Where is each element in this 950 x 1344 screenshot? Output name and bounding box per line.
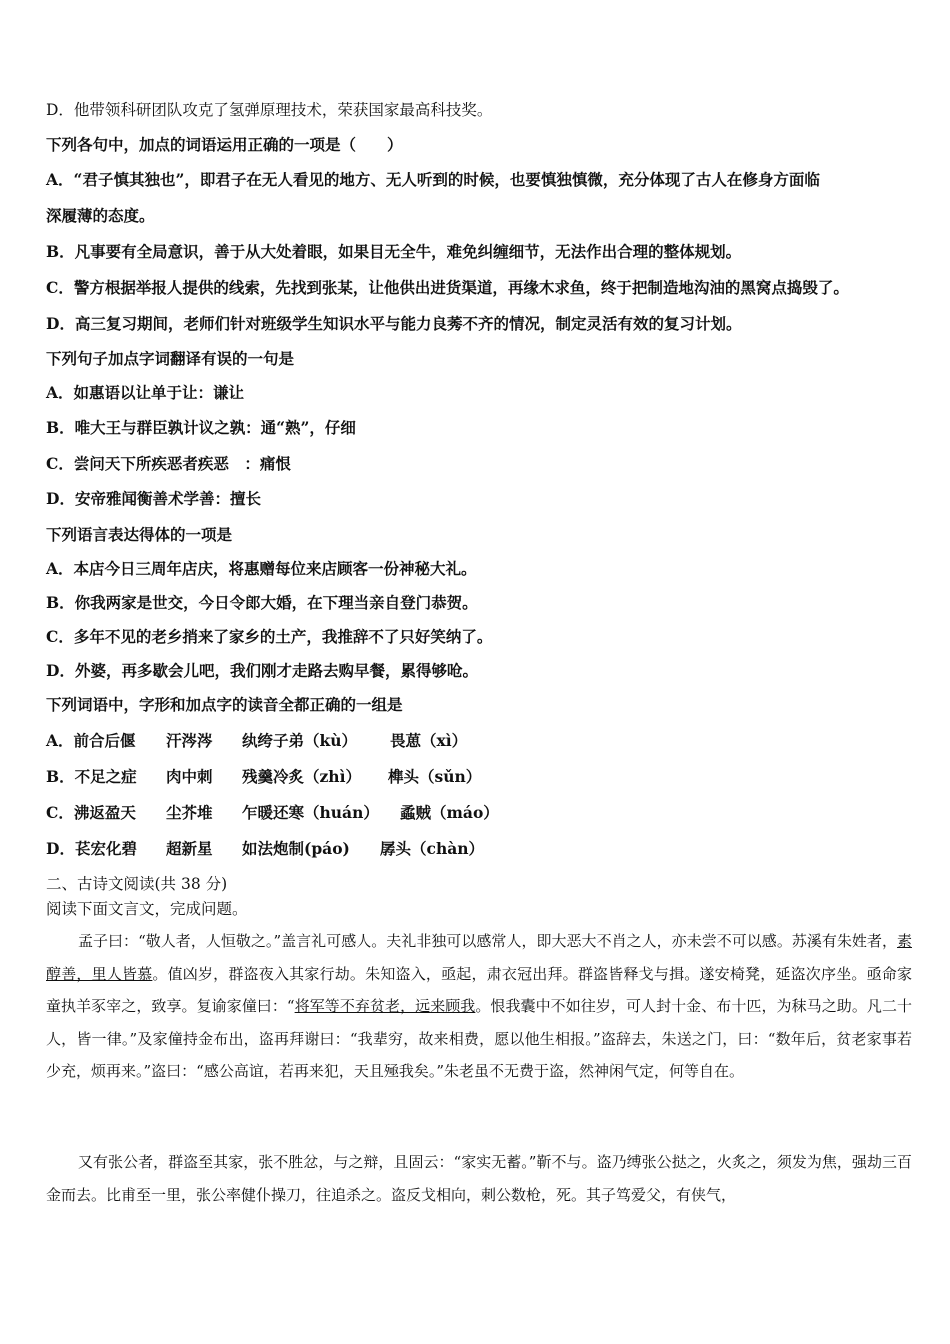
- q4-b-word3: 残羹冷炙（zhì）: [242, 767, 361, 786]
- q3-option-d: D．外婆，再多歇会儿吧，我们刚才走路去购早餐，累得够呛。: [46, 661, 478, 680]
- section-heading: 二、古诗文阅读(共 38 分): [46, 875, 228, 893]
- q4-a-word1: A．前合后偃: [46, 731, 136, 750]
- passage-underline-2: 将军等不弃贫老，远来顾我: [294, 997, 476, 1015]
- prev-option-d: D．他带领科研团队攻克了氢弹原理技术，荣获国家最高科技奖。: [46, 101, 493, 119]
- q3-stem: 下列语言表达得体的一项是: [46, 525, 233, 544]
- q3-option-c: C．多年不见的老乡捎来了家乡的土产，我推辞不了只好笑纳了。: [46, 627, 493, 646]
- q4-b-word2: 肉中刺: [166, 767, 213, 786]
- q1-option-a-line2: 深履薄的态度。: [46, 206, 155, 225]
- q4-a-word2: 汗涔涔: [166, 731, 213, 750]
- q4-d-word1: D．苌宏化碧: [46, 839, 137, 858]
- q4-d-word4: 孱头（chàn）: [380, 839, 485, 858]
- q4-c-word2: 尘芥堆: [166, 803, 213, 822]
- q4-c-word4: 蟊贼（máo）: [400, 803, 499, 822]
- q4-c-word3: 乍暖还寒（huán）: [242, 803, 379, 822]
- q3-option-a: A．本店今日三周年店庆，将惠赠每位来店顾客一份神秘大礼。: [46, 559, 477, 578]
- q4-c-word1: C．沸返盈天: [46, 803, 136, 822]
- q1-option-c: C．警方根据举报人提供的线索，先找到张某，让他供出进货渠道，再缘木求鱼，终于把制造地沟油的黑窝点捣毁了。: [46, 278, 849, 297]
- passage-p1-part-a: 孟子曰：“敬人者，人恒敬之。”盖言礼可感人。夫礼非独可以感常人，即大恶大不肖之人，亦未尝不可以感。苏溪有朱姓者，: [78, 932, 897, 950]
- q2-option-d: D．安帝雅闻衡善术学善：擅长: [46, 489, 261, 508]
- passage-underline-1: 素醇善，里人皆慕: [46, 932, 912, 983]
- q2-option-a: A．如惠语以让单于让：谦让: [46, 383, 245, 402]
- passage-p1-part-c: 。恨我囊中不如往岁，可人封十金、布十匹，为秣马之助。凡二十人，皆一律。”及家僮持金布出，盗再拜谢曰：“我辈穷，故来相费，愿以他生相报。”盗辞去，朱送之门，曰：“数年后，贫老家事若少充，烦再来。”盗曰：“感公高谊，若再来犯，天且殛我矣。”朱老虽不无费于盗，然神闲气定，何等自在。: [46, 997, 912, 1080]
- q1-option-d: D．高三复习期间，老师们针对班级学生知识水平与能力良莠不齐的情况，制定灵活有效的复习计划。: [46, 314, 742, 333]
- q1-option-a-line1: A．“君子慎其独也”，即君子在无人看见的地方、无人听到的时候，也要慎独慎微，充分体现了古人在修身方面临: [46, 170, 820, 189]
- q2-option-b: B．唯大王与群臣孰计议之孰：通“熟”，仔细: [46, 418, 356, 437]
- section-instruction: 阅读下面文言文，完成问题。: [46, 900, 248, 918]
- q2-stem: 下列句子加点字词翻译有误的一句是: [46, 349, 295, 368]
- passage-paragraph-2: 又有张公者，群盗至其家，张不胜忿，与之辩，且固云：“家实无蓄。”靳不与。盗乃缚张公挞之，火炙之，须发为焦，强劫三百金而去。比甫至一里，张公率健仆操刀，往追杀之。盗反戈相向，刺公数枪，死。其子笃爱父，有侠气，: [46, 1153, 912, 1204]
- passage-p1-part-b: 。值凶岁，群盗夜入其家行劫。朱知盗入，亟起，肃衣冠出拜。群盗皆释戈与揖。遂安椅凳，延盗次序坐。亟命家童执羊豕宰之，致享。复谕家僮曰：“: [46, 964, 912, 1015]
- q1-option-b: B．凡事要有全局意识，善于从大处着眼，如果目无全牛，难免纠缠细节，无法作出合理的整体规划。: [46, 242, 742, 261]
- q4-b-word4: 榫头（sǔn）: [388, 767, 482, 786]
- q1-stem: 下列各句中，加点的词语运用正确的一项是（ ）: [46, 135, 403, 154]
- q4-d-word2: 超新星: [166, 839, 213, 858]
- q4-a-word3: 纨绔子弟（kù）: [242, 731, 358, 750]
- q3-option-b: B．你我两家是世交，今日令郎大婚，在下理当亲自登门恭贺。: [46, 593, 478, 612]
- q4-a-word4: 畏葸（xì）: [390, 731, 468, 750]
- passage-paragraph-1: [46, 925, 912, 1088]
- q4-stem: 下列词语中，字形和加点字的读音全都正确的一组是: [46, 695, 403, 714]
- q4-b-word1: B．不足之症: [46, 767, 137, 786]
- q4-d-word3: 如法炮制(páo): [242, 839, 350, 858]
- q2-option-c: C．尝问天下所疾恶者疾恶 ：痛恨: [46, 454, 291, 473]
